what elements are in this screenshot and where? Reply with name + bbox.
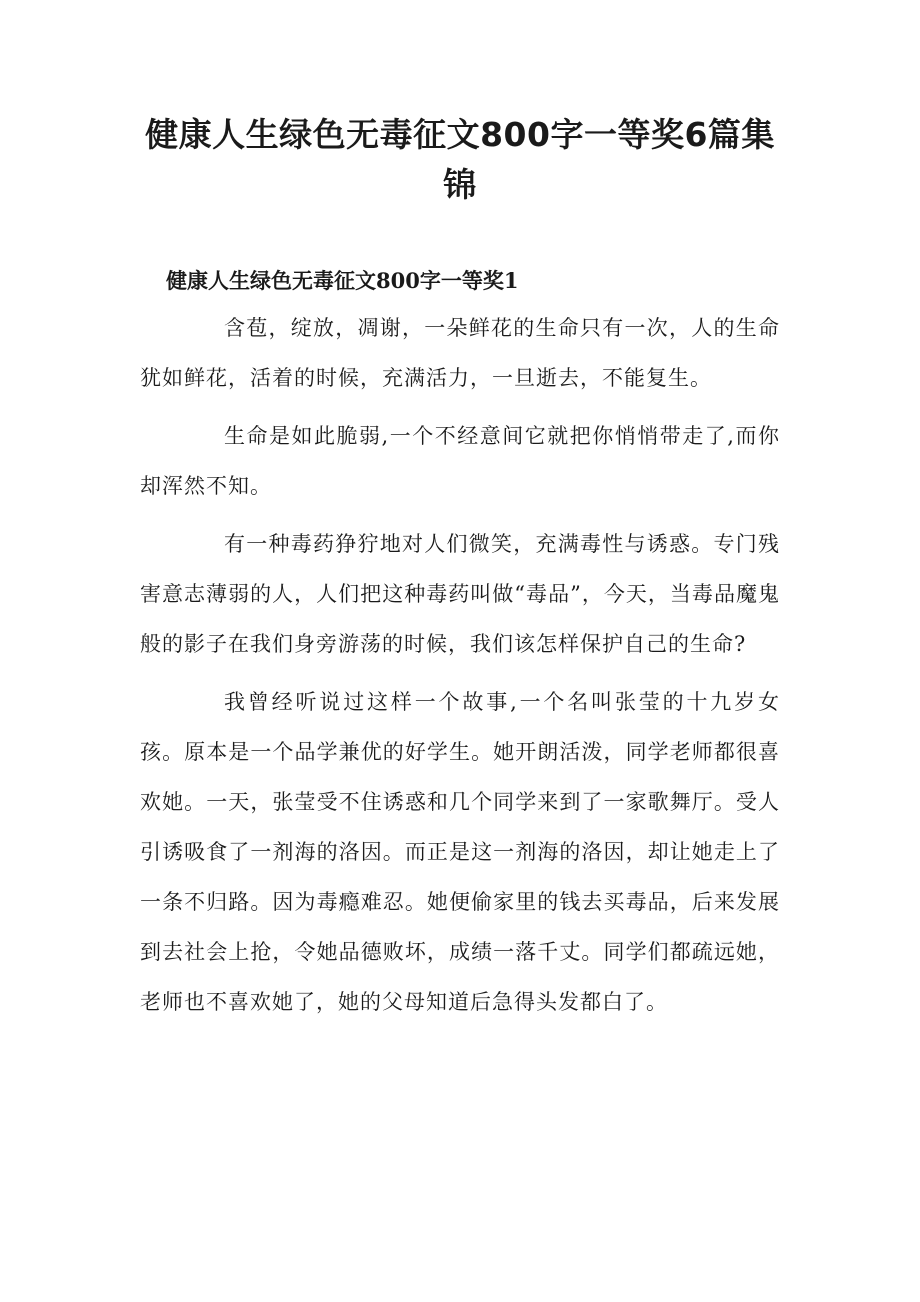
paragraph-3: 有一种毒药狰狞地对人们微笑，充满毒性与诱惑。专门残害意志薄弱的人，人们把这种毒药叫做“毒品”，今天，当毒品魔鬼般的影子在我们身旁游荡的时候，我们该怎样保护自己的生命? bbox=[140, 532, 780, 656]
paragraph-2: 生命是如此脆弱,一个不经意间它就把你悄悄带走了,而你却浑然不知。 bbox=[140, 424, 780, 498]
paragraph-1: 含苞，绽放，凋谢，一朵鲜花的生命只有一次，人的生命犹如鲜花，活着的时候，充满活力，一旦逝去，不能复生。 bbox=[140, 316, 780, 390]
document-title: 健康人生绿色无毒征文800字一等奖6篇集锦 bbox=[145, 115, 775, 204]
paragraph-4: 我曾经听说过这样一个故事,一个名叫张莹的十九岁女孩。原本是一个品学兼优的好学生。她开朗活泼，同学老师都很喜欢她。一天，张莹受不住诱惑和几个同学来到了一家歌舞厅。受人引诱吸食了一剂海的洛因。而正是这一剂海的洛因，却让她走上了一条不归路。因为毒瘾难忍。她便偷家里的钱去买毒品，后来发展到去社会上抢，令她品德败坏，成绩一落千丈。同学们都疏远她，老师也不喜欢她了，她的父母知道后急得头发都白了。 bbox=[140, 690, 780, 1014]
section-heading: 健康人生绿色无毒征文800字一等奖1 bbox=[166, 268, 519, 293]
